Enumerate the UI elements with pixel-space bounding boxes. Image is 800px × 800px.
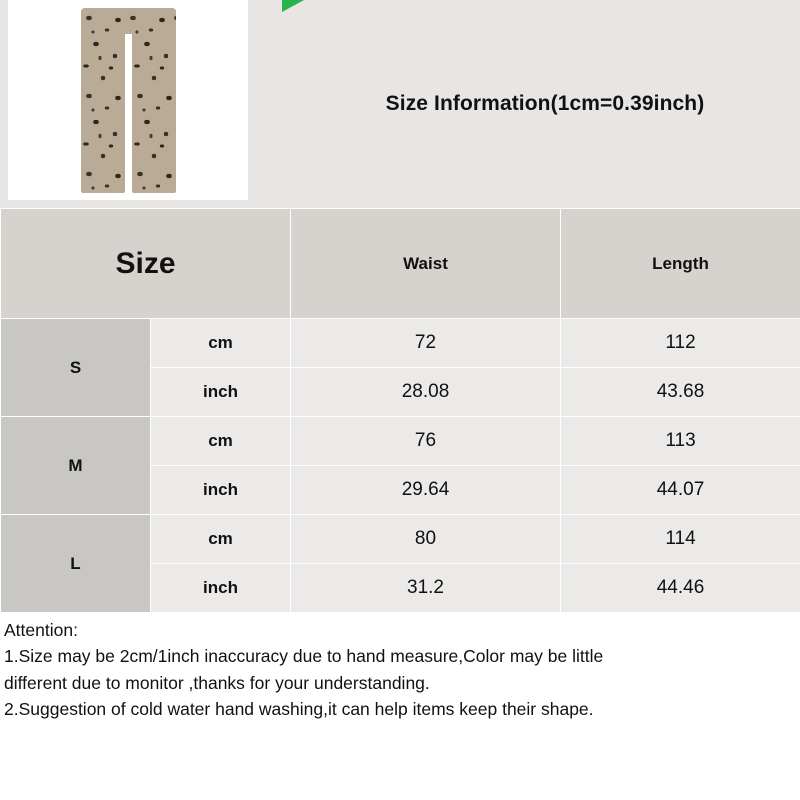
unit-label-l-cm: cm <box>151 515 291 564</box>
header-band <box>0 0 800 208</box>
table-row <box>1 515 800 564</box>
length-s-cm: 112 <box>561 319 800 368</box>
waist-s-inch: 28.08 <box>291 368 561 417</box>
pants-left-leg <box>81 8 125 193</box>
pants-right-leg <box>132 8 176 193</box>
column-header-length: Length <box>561 209 800 319</box>
size-label-m: M <box>1 417 151 515</box>
size-table <box>0 208 800 613</box>
pants-waistband <box>81 8 176 34</box>
attention-heading: Attention: <box>4 620 78 640</box>
page-title: Size Information(1cm=0.39inch) <box>385 92 705 115</box>
column-header-size: Size <box>1 209 291 319</box>
waist-l-cm: 80 <box>291 515 561 564</box>
product-photo <box>8 0 248 200</box>
length-l-inch: 44.46 <box>561 564 800 613</box>
waist-m-inch: 29.64 <box>291 466 561 515</box>
size-label-l: L <box>1 515 151 613</box>
length-s-inch: 43.68 <box>561 368 800 417</box>
length-l-cm: 114 <box>561 515 800 564</box>
pants-leg-gap <box>125 34 132 193</box>
title-cell <box>290 0 800 208</box>
attention-line-1: 1.Size may be 2cm/1inch inaccuracy due to hand measure,Color may be little <box>4 646 604 667</box>
table-header-row <box>1 209 800 319</box>
length-m-cm: 113 <box>561 417 800 466</box>
pants-illustration <box>81 8 176 193</box>
length-m-inch: 44.07 <box>561 466 800 515</box>
unit-label-m-cm: cm <box>151 417 291 466</box>
product-image-cell <box>0 0 290 208</box>
table-row <box>1 417 800 466</box>
unit-label-l-inch: inch <box>151 564 291 613</box>
column-header-waist: Waist <box>291 209 561 319</box>
unit-label-m-inch: inch <box>151 466 291 515</box>
unit-label-s-cm: cm <box>151 319 291 368</box>
waist-s-cm: 72 <box>291 319 561 368</box>
attention-line-3: 2.Suggestion of cold water hand washing,it can help items keep their shape. <box>4 698 594 719</box>
table-row <box>1 319 800 368</box>
waist-l-inch: 31.2 <box>291 564 561 613</box>
size-label-s: S <box>1 319 151 417</box>
waist-m-cm: 76 <box>291 417 561 466</box>
attention-line-2: different due to monitor ,thanks for your understanding. <box>4 672 430 693</box>
attention-section <box>0 613 800 721</box>
unit-label-s-inch: inch <box>151 368 291 417</box>
